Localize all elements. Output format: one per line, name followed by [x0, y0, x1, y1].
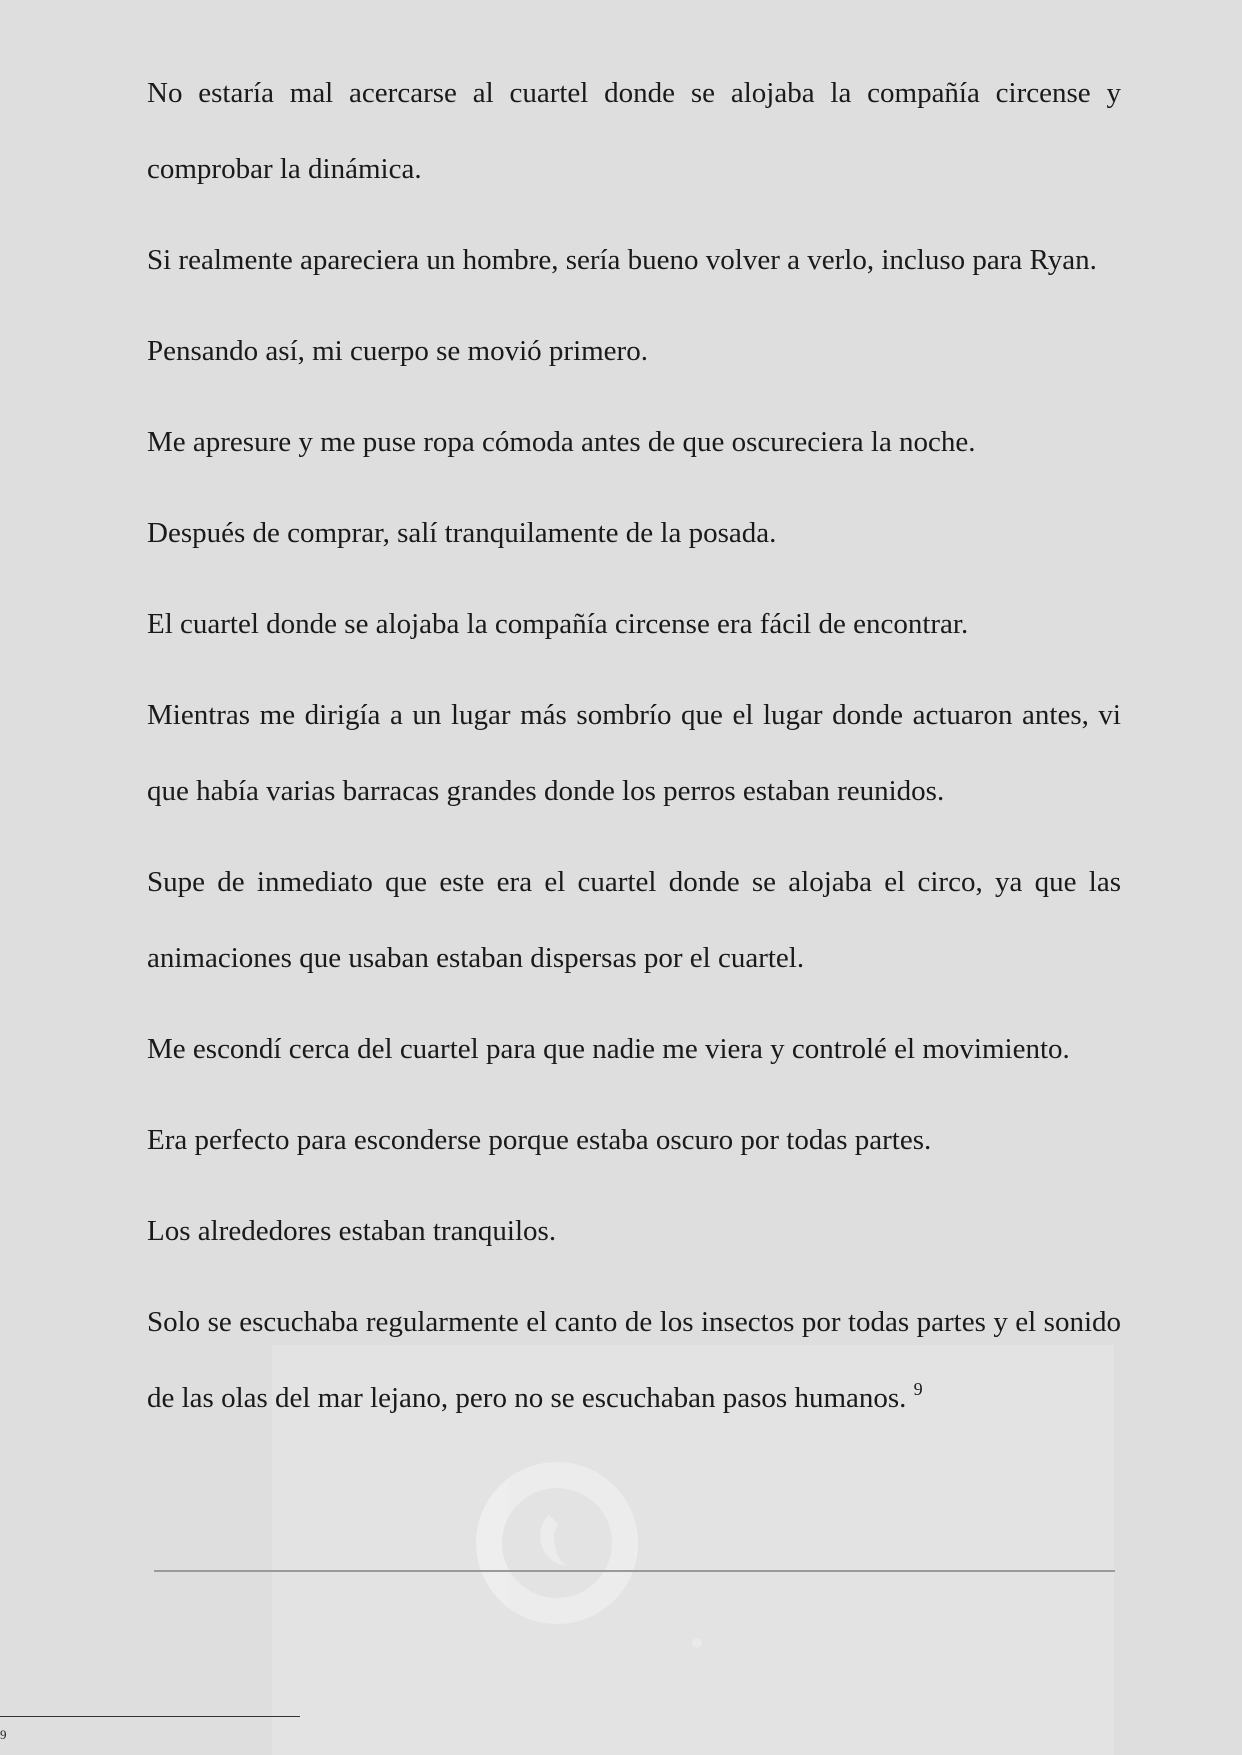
paragraph-5: Después de comprar, salí tranquilamente de la posada. [147, 517, 777, 549]
watermark-logo-icon [476, 1462, 638, 1624]
watermark-dot-icon [692, 1638, 702, 1648]
body-text [147, 55, 1121, 1451]
paragraph-2: Si realmente apareciera un hombre, sería bueno volver a verlo, incluso para Ryan. [147, 244, 1097, 276]
footnote-rule [0, 1716, 300, 1717]
paragraph-10: Era perfecto para esconderse porque estaba oscuro por todas partes. [147, 1124, 932, 1156]
paragraph-3: Pensando así, mi cuerpo se movió primero. [147, 335, 648, 367]
footnote-number: 9 [0, 1727, 7, 1742]
paragraph-9: Me escondí cerca del cuartel para que nadie me viera y controlé el movimiento. [147, 1033, 1070, 1065]
paragraph-12 [147, 1284, 1121, 1436]
paragraph-11: Los alrededores estaban tranquilos. [147, 1215, 557, 1247]
paragraph-4: Me apresure y me puse ropa cómoda antes de que oscureciera la noche. [147, 426, 976, 458]
paragraph-8: Supe de inmediato que este era el cuartel donde se alojaba el circo, ya que las animaciones que usaban estaban dispersas por el cuartel. [147, 866, 1121, 974]
section-separator [154, 1570, 1115, 1572]
paragraph-12-text: Solo se escuchaba regularmente el canto de los insectos por todas partes y el sonido de las olas del mar lejano, pero no se escuchaban pasos humanos. [147, 1306, 1121, 1414]
paragraph-6: El cuartel donde se alojaba la compañía circense era fácil de encontrar. [147, 608, 969, 640]
footnote-reference[interactable]: 9 [913, 1379, 923, 1399]
paragraph-7: Mientras me dirigía a un lugar más sombrío que el lugar donde actuaron antes, vi que había varias barracas grandes donde los perros estaban reunidos. [147, 699, 1121, 807]
paragraph-1: No estaría mal acercarse al cuartel donde se alojaba la compañía circense y comprobar la dinámica. [147, 77, 1121, 185]
